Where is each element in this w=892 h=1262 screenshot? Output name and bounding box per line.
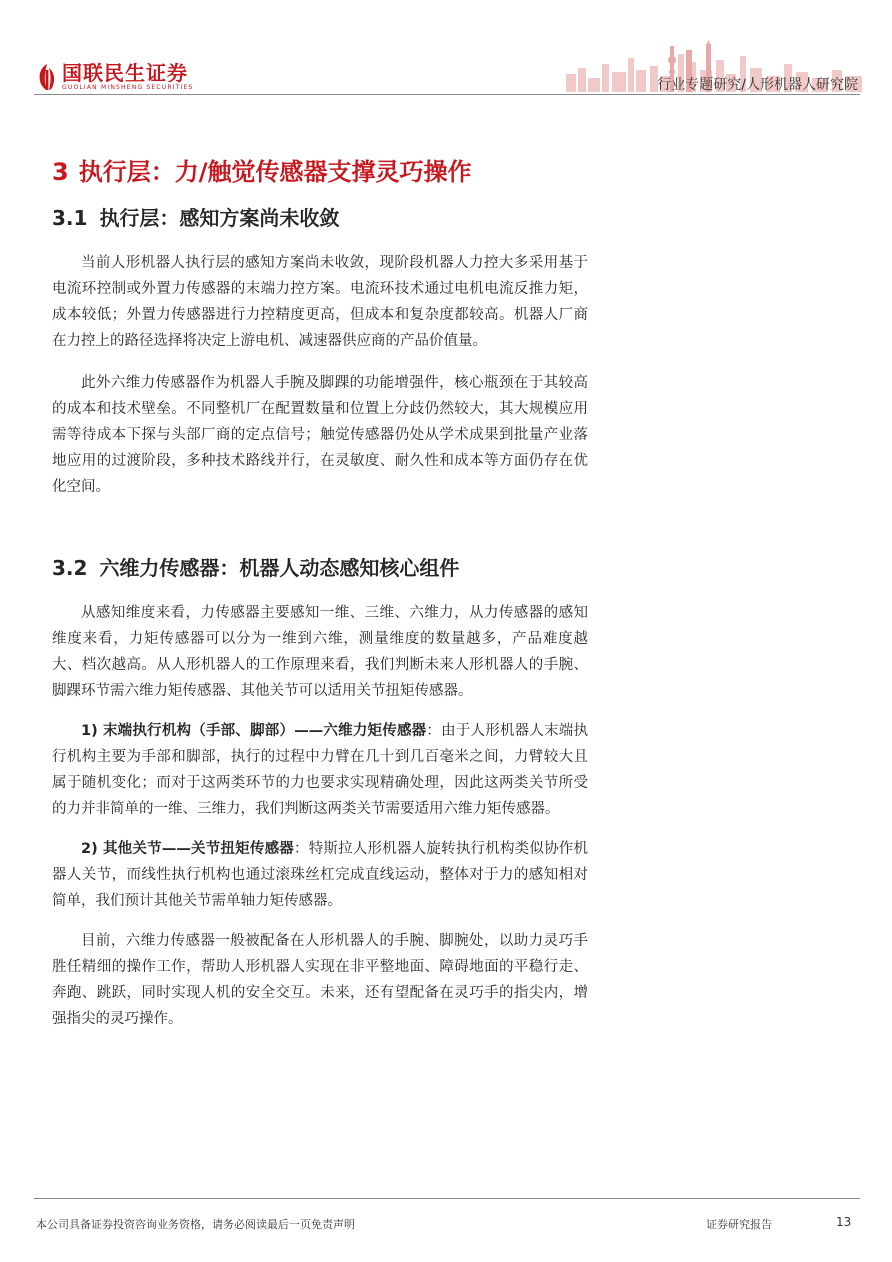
report-category-label: 行业专题研究/人形机器人研究院 <box>657 77 858 93</box>
paragraph-3: 从感知维度来看，力传感器主要感知一维、三维、六维力，从力传感器的感知维度来看，力矩传感器可以分为一维到六维，测量维度的数量越多，产品难度越大、档次越高。从人形机器人的工作原理来看，我们判断未来人形机器人的手腕、脚踝环节需六维力矩传感器、其他关节可以适用关节扭矩传感器。 <box>52 605 588 699</box>
header-divider <box>34 94 860 95</box>
section-3-heading <box>52 152 471 187</box>
section-3-2-number: 3.2 <box>52 556 88 580</box>
logo-name-cn: 国联民生证券 <box>62 61 188 85</box>
paragraph-2: 此外六维力传感器作为机器人手腕及脚踝的功能增强件，核心瓶颈在于其较高的成本和技术壁垒。不同整机厂在配置数量和位置上分歧仍然较大，其大规模应用需等待成本下探与头部厂商的定点信号；触觉传感器仍处从学术成果到批量产业落地应用的过渡阶段，多种技术路线并行，在灵敏度、耐久性和成本等方面仍存在优化空间。 <box>52 375 588 495</box>
logo-name-en: GUOLIAN MINSHENG SECURITIES <box>62 84 194 91</box>
footer-divider <box>34 1198 860 1199</box>
paragraph-5 <box>52 836 588 914</box>
section-3-number: 3 <box>52 158 69 186</box>
footer-disclaimer: 本公司具备证券投资咨询业务资格，请务必阅读最后一页免责声明 <box>36 1218 355 1231</box>
section-3-title: 执行层：力/触觉传感器支撑灵巧操作 <box>78 158 472 186</box>
paragraph-5-lead: 2) 其他关节——关节扭矩传感器 <box>81 841 294 857</box>
footer-report-type: 证券研究报告 <box>706 1218 772 1231</box>
section-3-1-title: 执行层：感知方案尚未收敛 <box>99 206 340 230</box>
section-3-1-heading <box>52 202 339 231</box>
paragraph-5-body: ：特斯拉人形机器人旋转执行机构类似协作机器人关节，而线性执行机构也通过滚珠丝杠完成直线运动，整体对于力的感知相对简单，我们预计其他关节需单轴力矩传感器。 <box>52 841 588 909</box>
company-logo <box>36 62 194 92</box>
section-3-2-heading <box>52 552 459 581</box>
page-header <box>0 0 892 100</box>
paragraph-6: 目前，六维力传感器一般被配备在人形机器人的手腕、脚腕处，以助力灵巧手胜任精细的操作工作，帮助人形机器人实现在非平整地面、障碍地面的平稳行走、奔跑、跳跃，同时实现人机的安全交互。未来，还有望配备在灵巧手的指尖内，增强指尖的灵巧操作。 <box>52 933 588 1027</box>
paragraph-4 <box>52 718 588 822</box>
section-3-1-number: 3.1 <box>52 206 88 230</box>
paragraph-4-lead: 1) 末端执行机构（手部、脚部）——六维力矩传感器 <box>81 723 427 739</box>
page-number: 13 <box>836 1215 852 1229</box>
section-3-2-title: 六维力传感器：机器人动态感知核心组件 <box>99 556 460 580</box>
paragraph-1: 当前人形机器人执行层的感知方案尚未收敛，现阶段机器人力控大多采用基于电流环控制或外置力传感器的末端力控方案。电流环技术通过电机电流反推力矩，成本较低；外置力传感器进行力控精度更高，但成本和复杂度都较高。机器人厂商在力控上的路径选择将决定上游电机、减速器供应商的产品价值量。 <box>52 255 588 349</box>
paragraph-4-body: ：由于人形机器人末端执行机构主要为手部和脚部，执行的过程中力臂在几十到几百毫米之间，力臂较大且属于随机变化；而对于这两类环节的力也要求实现精确处理，因此这两类关节所受的力并非简单的一维、三维力，我们判断这两类关节需要适用六维力矩传感器。 <box>52 723 589 817</box>
logo-emblem-icon <box>36 62 58 92</box>
